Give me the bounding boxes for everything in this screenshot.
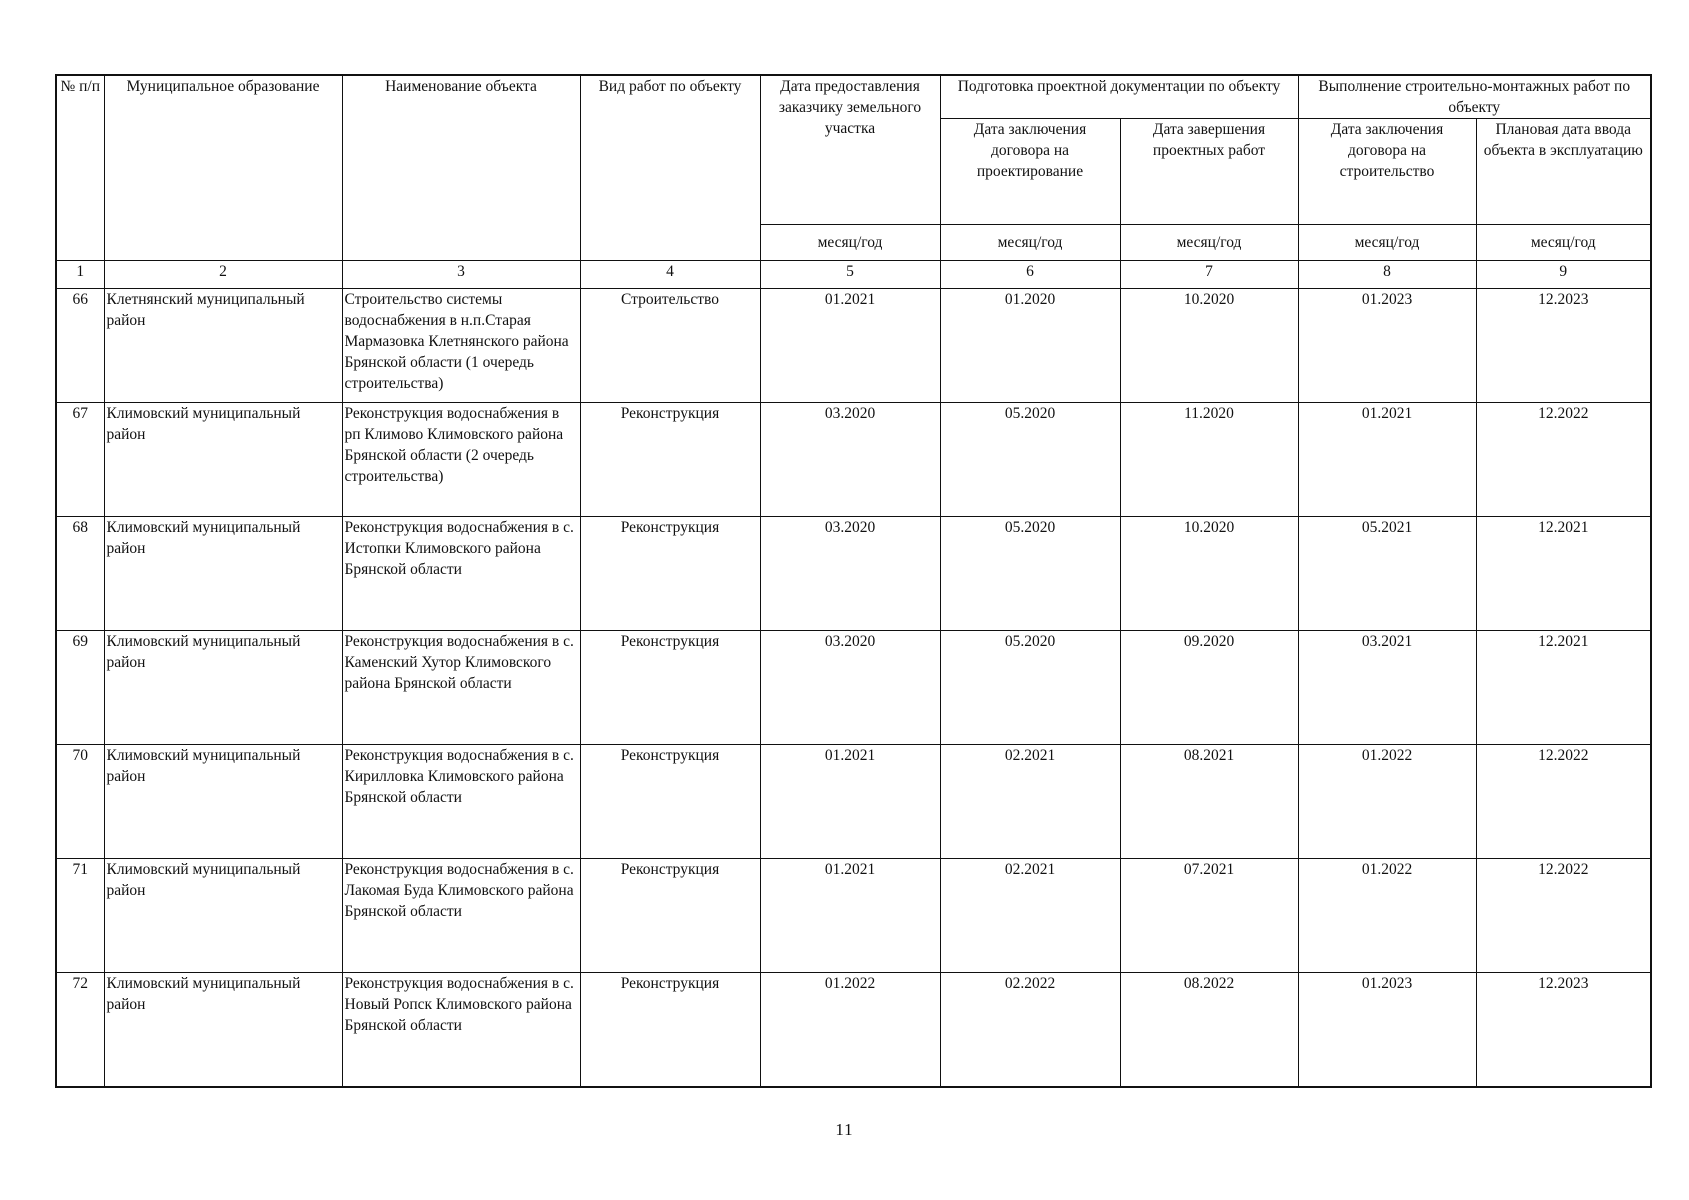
object-name-cell: Реконструкция водоснабжения в с. Кирилловка Климовского района Брянской области [342,745,580,859]
work-type-cell: Реконструкция [580,973,760,1088]
object-name-cell: Строительство системы водоснабжения в н.п.Старая Мармазовка Клетнянского района Брянской области (1 очередь строительства) [342,289,580,403]
design-contract-date-cell: 05.2020 [940,517,1120,631]
design-contract-date-cell: 02.2021 [940,859,1120,973]
unit-label: месяц/год [1120,225,1298,261]
header-land-date: Дата предоставления заказчику земельного участка [760,75,940,225]
commission-date-cell: 12.2023 [1476,973,1651,1088]
build-contract-date-cell: 05.2021 [1298,517,1476,631]
commission-date-cell: 12.2022 [1476,859,1651,973]
header-municipality: Муниципальное образование [104,75,342,261]
column-number: 4 [580,261,760,289]
unit-label: месяц/год [1298,225,1476,261]
build-contract-date-cell: 01.2022 [1298,745,1476,859]
column-number: 5 [760,261,940,289]
header-num: № п/п [56,75,104,261]
land-date-cell: 03.2020 [760,631,940,745]
header-build-contract: Дата заключения договора на строительство [1298,119,1476,225]
work-type-cell: Реконструкция [580,631,760,745]
row-number: 69 [56,631,104,745]
land-date-cell: 01.2022 [760,973,940,1088]
column-number: 2 [104,261,342,289]
land-date-cell: 01.2021 [760,745,940,859]
work-type-cell: Реконструкция [580,403,760,517]
design-end-date-cell: 11.2020 [1120,403,1298,517]
commission-date-cell: 12.2022 [1476,745,1651,859]
work-type-cell: Реконструкция [580,745,760,859]
build-contract-date-cell: 03.2021 [1298,631,1476,745]
build-contract-date-cell: 01.2021 [1298,403,1476,517]
header-object: Наименование объекта [342,75,580,261]
object-name-cell: Реконструкция водоснабжения в рп Климово Климовского района Брянской области (2 очередь строительства) [342,403,580,517]
municipality-cell: Климовский муниципальный район [104,973,342,1088]
page-number: 11 [835,1120,854,1139]
design-end-date-cell: 08.2021 [1120,745,1298,859]
design-contract-date-cell: 02.2021 [940,745,1120,859]
design-end-date-cell: 07.2021 [1120,859,1298,973]
row-number: 68 [56,517,104,631]
design-end-date-cell: 10.2020 [1120,517,1298,631]
design-end-date-cell: 08.2022 [1120,973,1298,1088]
commission-date-cell: 12.2022 [1476,403,1651,517]
row-number: 71 [56,859,104,973]
design-contract-date-cell: 01.2020 [940,289,1120,403]
object-name-cell: Реконструкция водоснабжения в с. Новый Ропск Климовского района Брянской области [342,973,580,1088]
table-row [56,403,1651,517]
table-row [56,517,1651,631]
header-design-group: Подготовка проектной документации по объекту [940,75,1298,119]
column-number: 7 [1120,261,1298,289]
header-work-type: Вид работ по объекту [580,75,760,261]
unit-label: месяц/год [1476,225,1651,261]
work-type-cell: Реконструкция [580,517,760,631]
row-number: 66 [56,289,104,403]
work-type-cell: Строительство [580,289,760,403]
table-body [56,289,1651,1088]
header-row-groups [56,75,1651,119]
column-number: 9 [1476,261,1651,289]
row-number: 72 [56,973,104,1088]
commission-date-cell: 12.2021 [1476,517,1651,631]
object-name-cell: Реконструкция водоснабжения в с. Истопки Климовского района Брянской области [342,517,580,631]
row-number: 67 [56,403,104,517]
table-row [56,631,1651,745]
header-commission: Плановая дата ввода объекта в эксплуатацию [1476,119,1651,225]
unit-label: месяц/год [760,225,940,261]
object-name-cell: Реконструкция водоснабжения в с. Лакомая Буда Климовского района Брянской области [342,859,580,973]
unit-label: месяц/год [940,225,1120,261]
row-number: 70 [56,745,104,859]
design-end-date-cell: 10.2020 [1120,289,1298,403]
header-design-contract: Дата заключения договора на проектирование [940,119,1120,225]
commission-date-cell: 12.2023 [1476,289,1651,403]
table-row [56,973,1651,1088]
land-date-cell: 03.2020 [760,517,940,631]
commission-date-cell: 12.2021 [1476,631,1651,745]
build-contract-date-cell: 01.2022 [1298,859,1476,973]
land-date-cell: 03.2020 [760,403,940,517]
column-number: 6 [940,261,1120,289]
design-contract-date-cell: 05.2020 [940,403,1120,517]
design-contract-date-cell: 02.2022 [940,973,1120,1088]
design-contract-date-cell: 05.2020 [940,631,1120,745]
work-type-cell: Реконструкция [580,859,760,973]
header-construction-group: Выполнение строительно-монтажных работ по объекту [1298,75,1651,119]
column-number: 8 [1298,261,1476,289]
table-row [56,745,1651,859]
municipality-cell: Климовский муниципальный район [104,631,342,745]
build-contract-date-cell: 01.2023 [1298,973,1476,1088]
object-name-cell: Реконструкция водоснабжения в с. Каменский Хутор Климовского района Брянской области [342,631,580,745]
column-number: 3 [342,261,580,289]
municipality-cell: Климовский муниципальный район [104,745,342,859]
objects-table [55,74,1652,1088]
municipality-cell: Климовский муниципальный район [104,403,342,517]
land-date-cell: 01.2021 [760,289,940,403]
table-row [56,859,1651,973]
design-end-date-cell: 09.2020 [1120,631,1298,745]
land-date-cell: 01.2021 [760,859,940,973]
header-design-end: Дата завершения проектных работ [1120,119,1298,225]
table-row [56,289,1651,403]
municipality-cell: Климовский муниципальный район [104,517,342,631]
municipality-cell: Клетнянский муниципальный район [104,289,342,403]
build-contract-date-cell: 01.2023 [1298,289,1476,403]
column-number: 1 [56,261,104,289]
column-number-row [56,261,1651,289]
municipality-cell: Климовский муниципальный район [104,859,342,973]
